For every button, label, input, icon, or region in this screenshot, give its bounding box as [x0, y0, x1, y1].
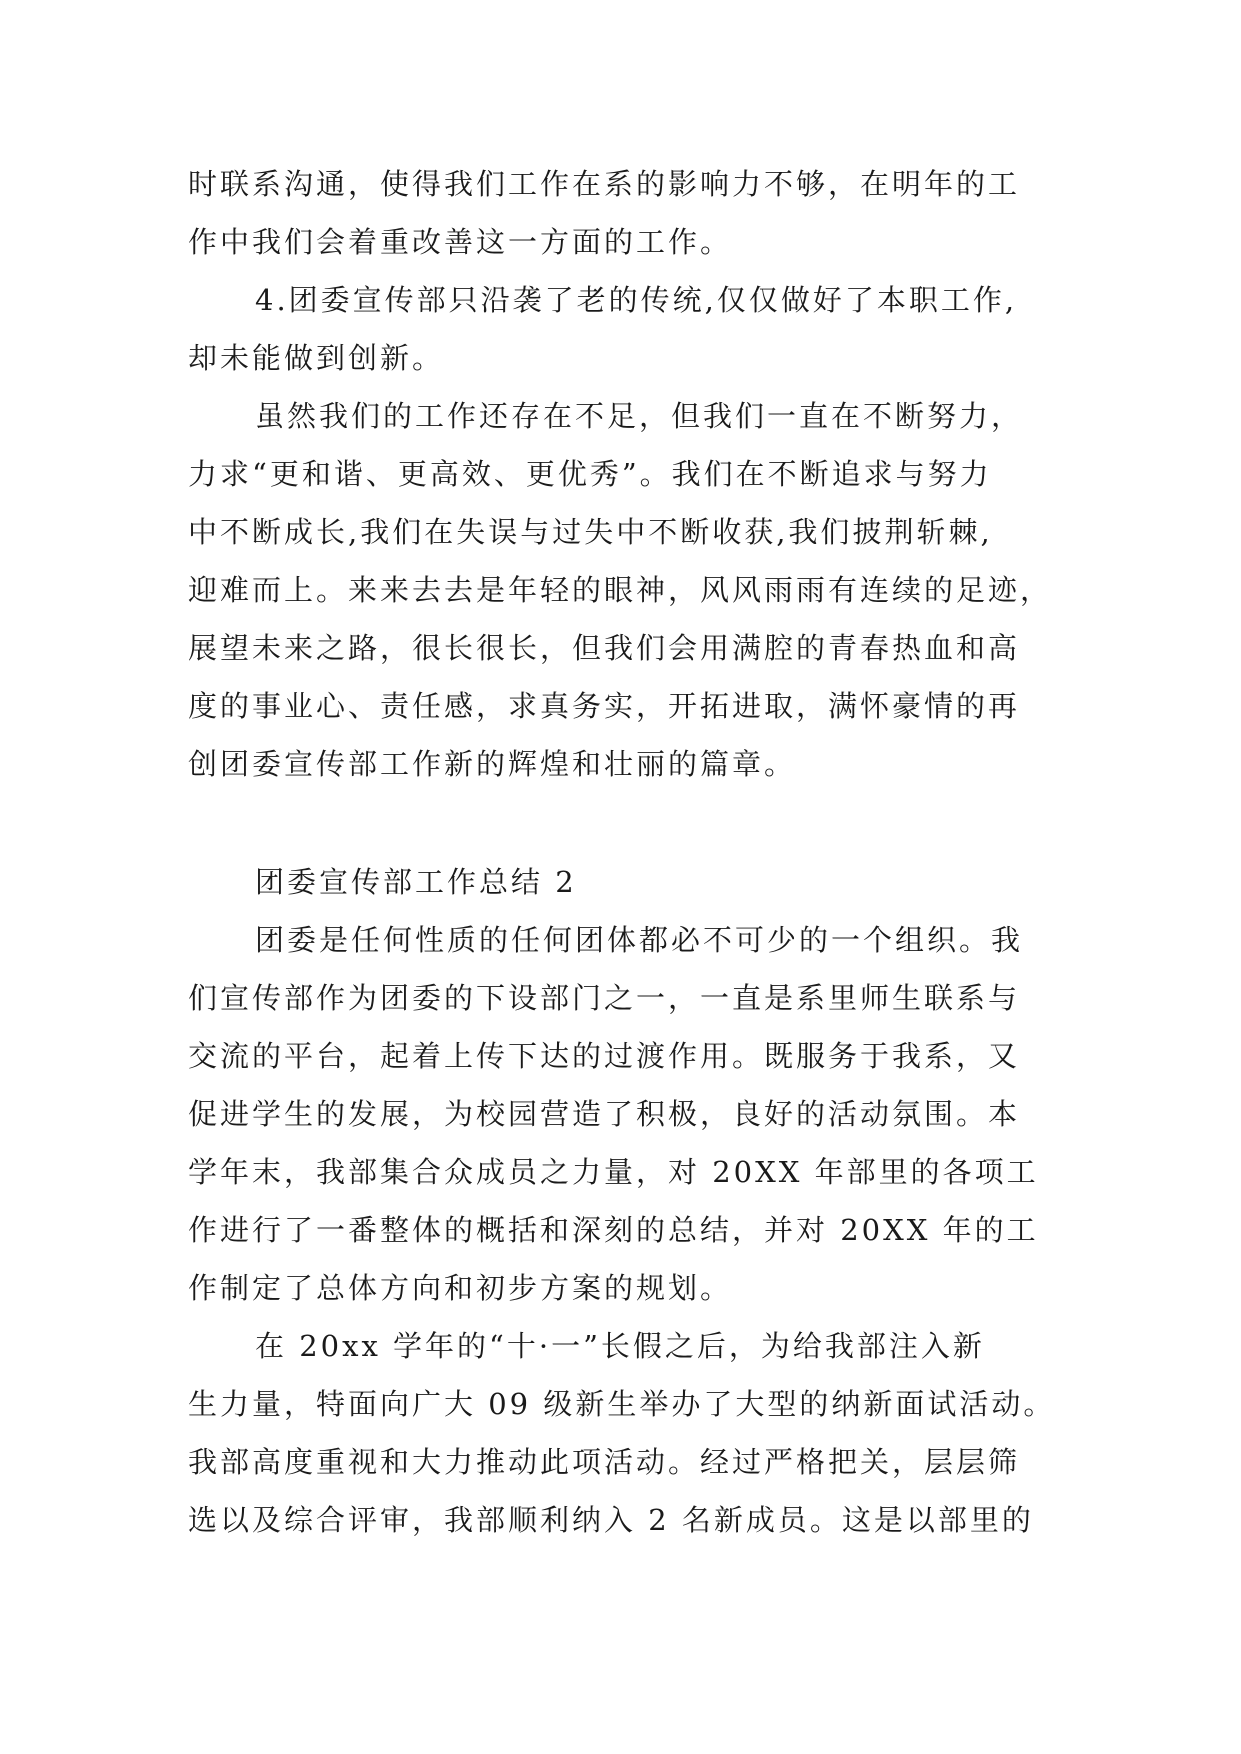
text-line: 度的事业心、责任感，求真务实，开拓进取，满怀豪情的再 [188, 689, 1021, 723]
text-line: 学年末，我部集合众成员之力量，对 20XX 年部里的各项工 [188, 1155, 1039, 1189]
text-line: 中不断成长,我们在失误与过失中不断收获,我们披荆斩棘, [188, 515, 993, 549]
text-line: 团委是任何性质的任何团体都必不可少的一个组织。我 [255, 923, 1024, 957]
text-line: 作中我们会着重改善这一方面的工作。 [188, 225, 733, 259]
text-line: 作进行了一番整体的概括和深刻的总结，并对 20XX 年的工 [188, 1213, 1039, 1247]
section-title: 团委宣传部工作总结 2 [255, 865, 577, 899]
text-line: 虽然我们的工作还存在不足，但我们一直在不断努力， [255, 399, 1024, 433]
document-body [188, 155, 1088, 1549]
text-line: 们宣传部作为团委的下设部门之一，一直是系里师生联系与 [188, 981, 1021, 1015]
paragraph-block-2 [188, 911, 1088, 1549]
text-line: 4.团委宣传部只沿袭了老的传统,仅仅做好了本职工作, [255, 283, 1018, 317]
text-line: 促进学生的发展，为校园营造了积极，良好的活动氛围。本 [188, 1097, 1021, 1131]
paragraph-block-1 [188, 155, 1088, 793]
text-line: 在 20xx 学年的“十·一”长假之后，为给我部注入新 [255, 1329, 985, 1363]
text-line: 交流的平台，起着上传下达的过渡作用。既服务于我系，又 [188, 1039, 1021, 1073]
text-line: 力求“更和谐、更高效、更优秀”。我们在不断追求与努力 [188, 457, 992, 491]
section-gap [188, 793, 1088, 853]
text-line: 创团委宣传部工作新的辉煌和壮丽的篇章。 [188, 747, 797, 781]
text-line: 迎难而上。来来去去是年轻的眼神，风风雨雨有连续的足迹， [188, 573, 1053, 607]
text-line: 选以及综合评审，我部顺利纳入 2 名新成员。这是以部里的 [188, 1503, 1034, 1537]
text-line: 我部高度重视和大力推动此项活动。经过严格把关，层层筛 [188, 1445, 1021, 1479]
text-line: 却未能做到创新。 [188, 341, 445, 375]
text-line: 时联系沟通，使得我们工作在系的影响力不够，在明年的工 [188, 167, 1021, 201]
text-line: 展望未来之路，很长很长，但我们会用满腔的青春热血和高 [188, 631, 1021, 665]
text-line: 作制定了总体方向和初步方案的规划。 [188, 1271, 733, 1305]
text-line: 生力量，特面向广大 09 级新生举办了大型的纳新面试活动。 [188, 1387, 1056, 1421]
